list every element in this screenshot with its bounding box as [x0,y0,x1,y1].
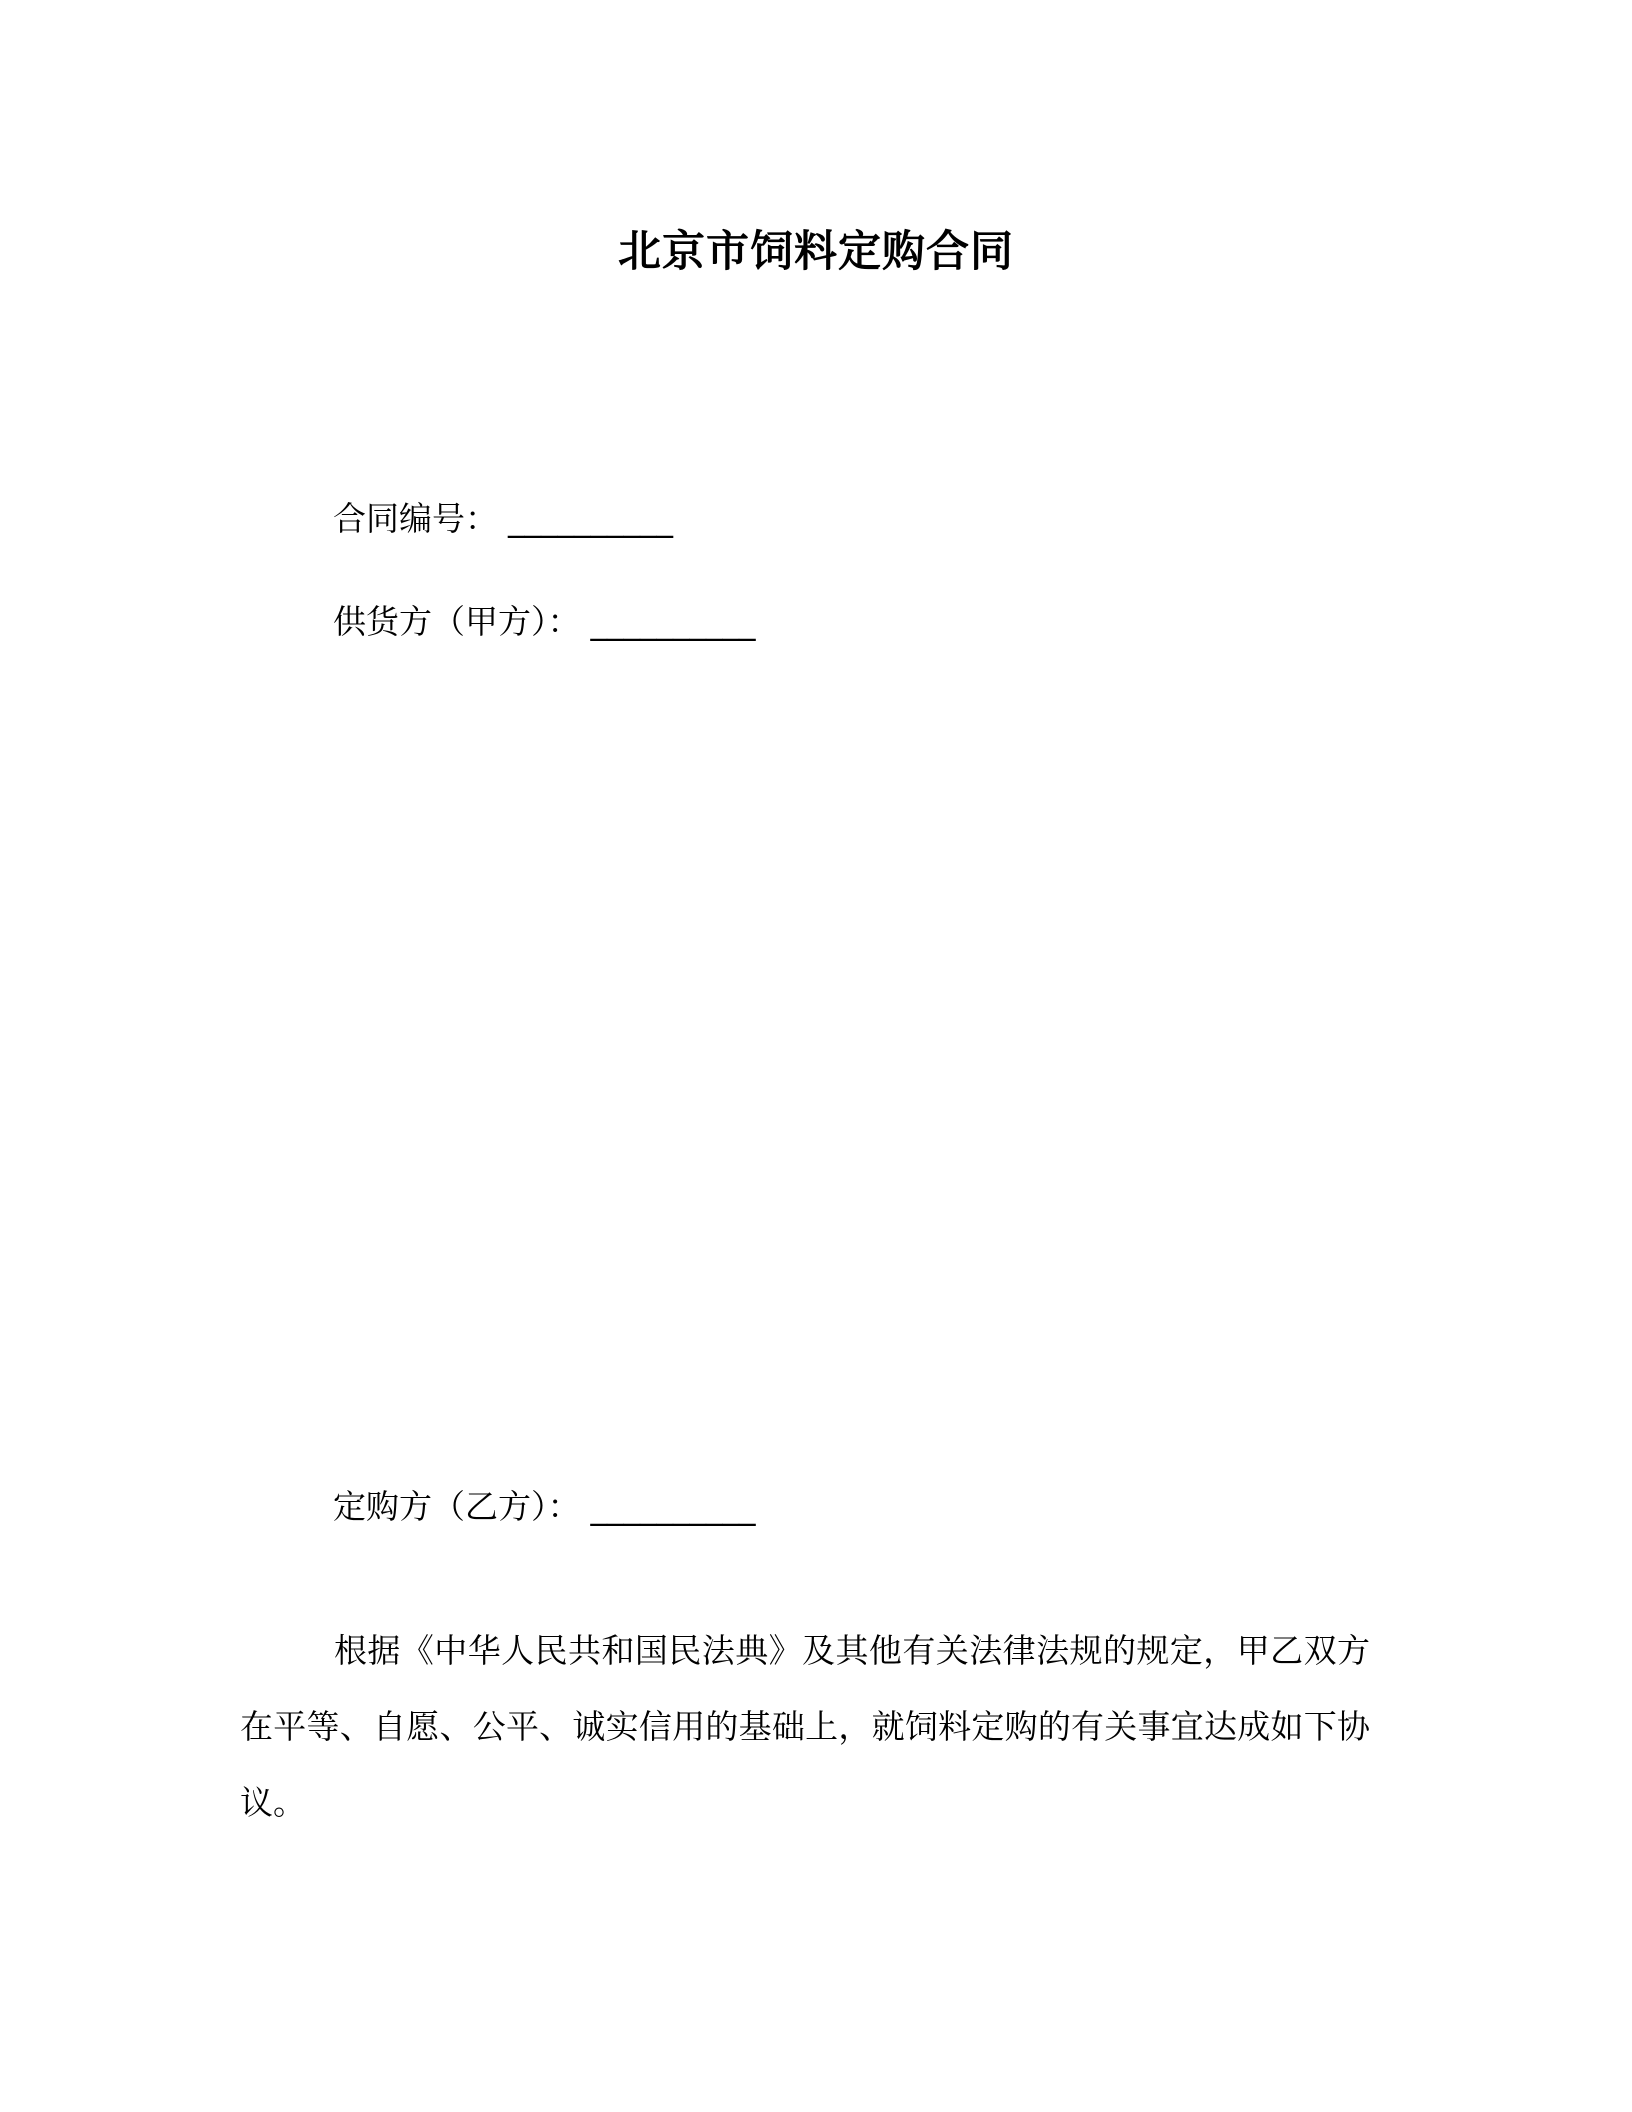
preamble-paragraph: 根据《中华人民共和国民法典》及其他有关法律法规的规定，甲乙双方在平等、自愿、公平、诚实信用的基础上，就饲料定购的有关事宜达成如下协议。 [240,1631,1370,1822]
party-b-label: 定购方（乙方）： [333,1487,581,1526]
contract-number-label: 合同编号： [333,499,498,538]
party-b-field [333,1482,756,1532]
contract-number-blank: __________ [508,499,673,538]
party-a-field [333,597,756,647]
party-b-blank: __________ [590,1487,756,1526]
contract-number-field [333,494,673,544]
party-a-blank: __________ [590,602,756,641]
document-title: 北京市饲料定购合同 [618,227,1014,277]
party-a-label: 供货方（甲方）： [333,602,581,641]
